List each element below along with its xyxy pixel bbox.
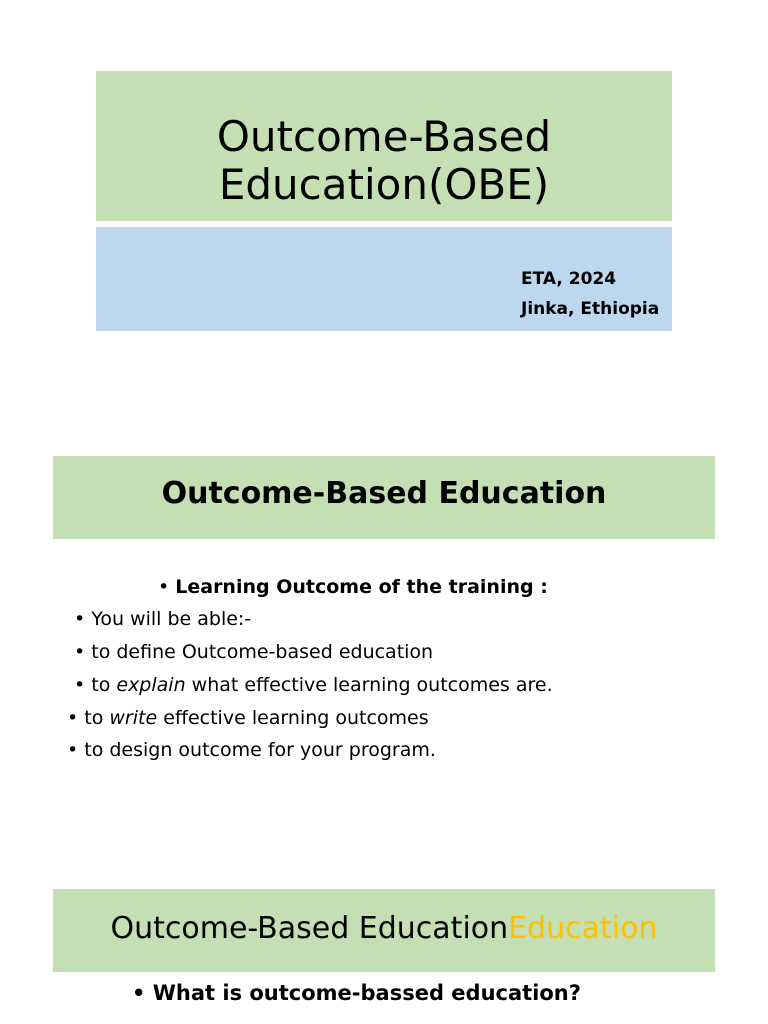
- subtitle-location: Jinka, Ethiopia: [521, 299, 660, 319]
- list-item: [74, 673, 553, 697]
- list-item-prefix: • to: [74, 674, 117, 696]
- list-item-emphasis: write: [109, 707, 158, 729]
- list-item-suffix: effective learning outcomes: [157, 707, 429, 729]
- list-item: [74, 640, 433, 664]
- section-heading: Outcome-Based Education: [161, 476, 607, 511]
- slide-title-line-2: Education(OBE): [218, 160, 550, 209]
- question-bullet: [132, 981, 581, 1005]
- section-heading-2-main: Outcome-Based Education: [110, 911, 509, 946]
- list-item-text: • to define Outcome-based education: [74, 641, 434, 663]
- slide-title: [96, 113, 672, 209]
- lead-bullet-mark: •: [158, 576, 176, 598]
- list-item-text: • to design outcome for your program.: [67, 739, 436, 761]
- list-item-suffix: what effective learning outcomes are.: [185, 674, 553, 696]
- list-item: [67, 738, 436, 762]
- list-item-prefix: • to: [67, 707, 110, 729]
- subtitle-banner: [96, 227, 672, 331]
- list-item: [67, 706, 429, 730]
- list-item: [74, 607, 251, 631]
- lead-bullet-text: Learning Outcome of the training :: [175, 576, 548, 598]
- section-heading-2: [53, 911, 715, 946]
- lead-bullet: [158, 575, 548, 599]
- question-text: What is outcome-bassed education?: [152, 981, 581, 1005]
- subtitle-org-year: ETA, 2024: [521, 269, 617, 289]
- slide-title-line-1: Outcome-Based: [216, 112, 552, 161]
- title-banner: [96, 71, 672, 221]
- list-item-emphasis: explain: [116, 674, 186, 696]
- list-item-text: • You will be able:-: [74, 608, 252, 630]
- section-heading-2-accent: Education: [508, 911, 658, 946]
- section-heading-banner-2: [53, 889, 715, 972]
- section-heading-banner: [53, 456, 715, 539]
- question-bullet-mark: •: [132, 981, 153, 1005]
